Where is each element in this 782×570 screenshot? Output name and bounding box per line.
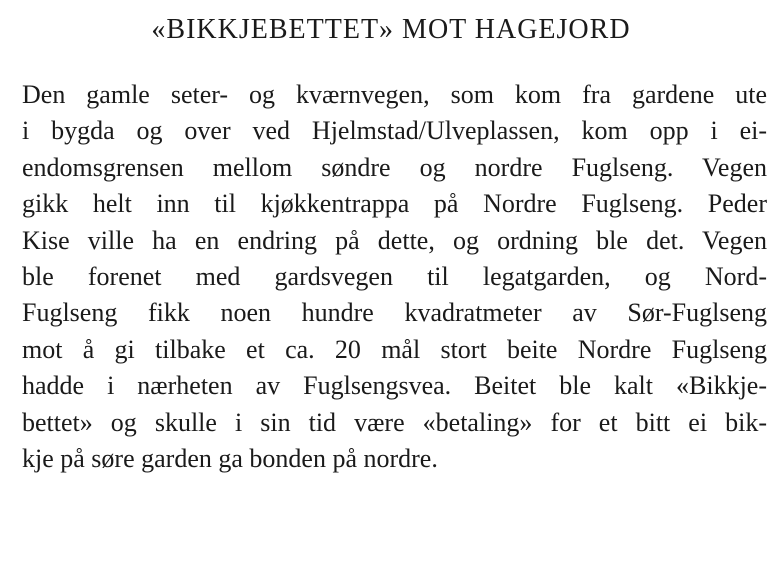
text-line: Fuglseng fikk noen hundre kvadratmeter av Sør-Fuglseng [22,298,767,328]
text-line: hadde i nærheten av Fuglsengsvea. Beitet ble kalt «Bikkje- [22,371,767,401]
text-line: kje på søre garden ga bonden på nordre. [22,443,438,473]
text-line: gikk helt inn til kjøkkentrappa på Nordre Fuglseng. Peder [22,189,767,219]
text-line: endomsgrensen mellom søndre og nordre Fuglseng. Vegen [22,152,767,182]
text-line: Kise ville ha en endring på dette, og ordning ble det. Vegen [22,225,767,255]
body-paragraph [22,77,767,477]
text-line: mot å gi tilbake et ca. 20 mål stort beite Nordre Fuglseng [22,334,767,364]
page-title: «BIKKJEBETTET» MOT HAGEJORD [151,14,631,45]
text-line: Den gamle seter- og kværnvegen, som kom fra gardene ute [22,80,767,109]
text-line: ble forenet med gardsvegen til legatgarden, og Nord- [22,261,767,291]
text-line: bettet» og skulle i sin tid være «betaling» for et bitt ei bik- [22,407,767,437]
text-line: i bygda og over ved Hjelmstad/Ulveplassen, kom opp i ei- [22,116,767,146]
